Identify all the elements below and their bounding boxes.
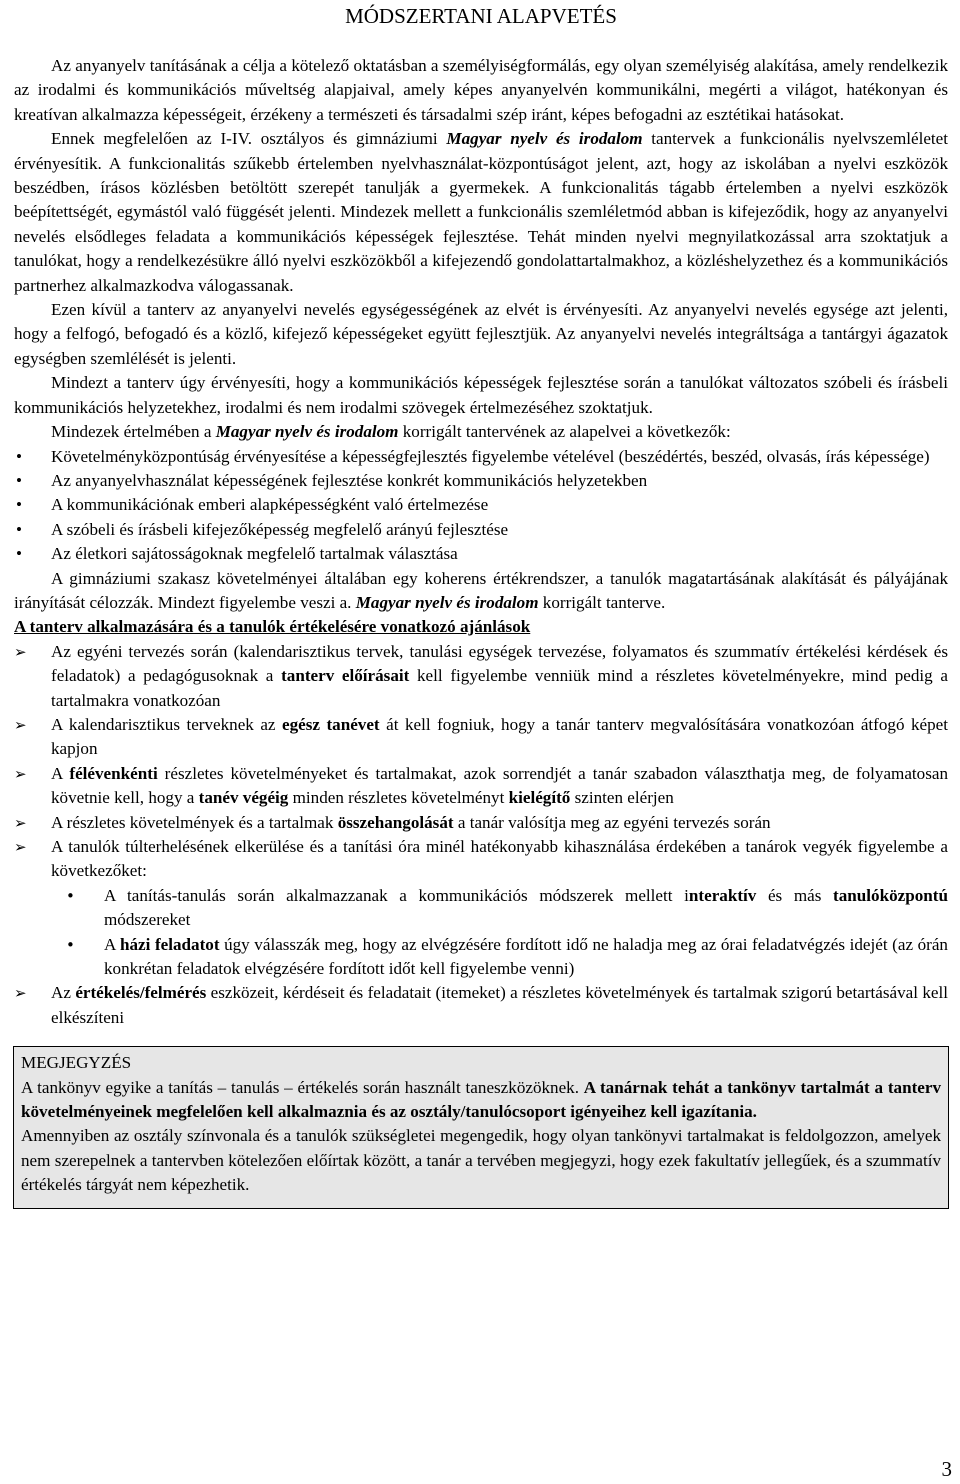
sub-list: [14, 884, 948, 982]
arrow-bullet-icon: ➢: [14, 642, 27, 661]
list-item: ➢ A kalendarisztikus terveknek az egész tanévet át kell fogniuk, hogy a tanár tanterv megvalósítására vonatkozóan átfogó képet kapjon: [14, 714, 948, 759]
arrow-bullet-icon: ➢: [14, 838, 27, 856]
arrow-bullet-icon: ➢: [14, 715, 27, 734]
list-item: ➢ A félévenkénti részletes követelményeket és tartalmakat, azok sorrendjét a tanár szabadon választhatja meg, de folyamatosan követnie kell, hogy a tanév végéig minden részletes követelményt kielégítő szinten elérjen: [14, 763, 948, 808]
subject-name: Magyar nyelv és irodalom: [355, 592, 539, 612]
bullet-icon: •: [16, 544, 22, 564]
bullet-icon: •: [16, 470, 22, 490]
list-item: • Az életkori sajátosságoknak megfelelő tartalmak választása: [14, 542, 948, 566]
list-item: ➢ A részletes követelmények és a tartalmak összehangolását a tanár valósítja meg az egyéni tervezés során: [14, 811, 948, 835]
list-item: • A tanítás-tanulás során alkalmazzanak a kommunikációs módszerek mellett interaktív és más tanulóközpontú módszereket: [66, 885, 948, 930]
principles-list: [14, 445, 948, 567]
functional-paragraph: Ennek megfelelően az I-IV. osztályos és gimnáziumi Magyar nyelv és irodalom tantervek a funkcionális nyelvszemléletet érvényesítik. A funkcionalitás szűkebb értelemben nyelvhasználat-központúságot jelent, azt, hogy az iskolában a nyelvi eszközök beszédben, írásos közlésben betöltött szerepét tanulják a gyermekek. A funkcionalitás tágabb értelemben a nyelvi eszközök beépítettségét, egymástól való függését jelenti. Mindezek mellett a funkcionális szemléletmód abban is kifejeződik, hogy az anyanyelvi nevelés elsődleges feladata a kommunikációs képességek fejlesztése. Tehát minden nyelvi megnyilatkozással arra szoktatjuk a tanulókat, hogy a rendelkezésükre álló nyelvi eszközökből a kifejezendő gondolattartalmakhoz, a közléshelyzethez és a kommunikációs partnerhez alkalmazkodva válogassanak.: [14, 129, 948, 295]
bullet-icon: •: [66, 886, 75, 905]
recommendations-list: [14, 640, 948, 1031]
list-item: • Követelményközpontúság érvényesítése a képességfejlesztés figyelembe vételével (beszédértés, beszéd, olvasás, írás képessége): [14, 445, 948, 469]
subject-name: Magyar nyelv és irodalom: [215, 422, 399, 442]
page-number: 3: [941, 1456, 952, 1481]
bullet-icon: •: [16, 519, 22, 539]
list-item: • A szóbeli és írásbeli kifejezőképesség megfelelő arányú fejlesztése: [14, 518, 948, 542]
recommendations-heading: A tanterv alkalmazására és a tanulók értékelésére vonatkozó ajánlások: [14, 617, 531, 637]
communication-paragraph: Mindezt a tanterv úgy érvényesíti, hogy a kommunikációs képességek fejlesztése során a tanulókat változatos szóbeli és írásbeli kommunikációs helyzetekhez, irodalmi és nem irodalmi szövegek értelmezéséhez szoktatjuk.: [14, 373, 948, 417]
arrow-bullet-icon: ➢: [14, 764, 27, 783]
list-item: • A kommunikációnak emberi alapképességként való értelmezése: [14, 493, 948, 517]
note-paragraph: Amennyiben az osztály színvonala és a tanulók szükségletei megengedik, hogy olyan tankönyvi tartalmakat is feldolgozzon, amelyek nem szerepelnek a tantervben kötelezően előírtak között, a tanár a tervében megjegyzi, hogy ezek fakultatív jellegűek, és a szummatív értékelés tárgyát nem képezhetik.: [21, 1126, 941, 1195]
unity-paragraph: Ezen kívül a tanterv az anyanyelvi nevelés egységességének az elvét is érvényesíti. Az anyanyelvi nevelés egysége azt jelenti, hogy a felfogó, befogadó és a közlő, kifejező képességeket együtt fejlesztjük. Az anyanyelvi nevelés integráltsága a tantárgyi ágazatok egységben szemlélését is jelenti.: [14, 300, 948, 368]
list-item: ➢ A tanulók túlterhelésének elkerülése és a tanítási óra minél hatékonyabb kihasználása érdekében a tanárok vegyék figyelembe a következőket: • A tanítás-tanulás során alkalmazzanak a kommunikációs módszerek mellett interaktív és más tanulóközpontú módszereket • A házi feladatot úgy válasszák meg, hogy az elvégzésére fordított idő ne haladja meg az órai feladatvégzés idejét (az órán konkrétan feladatok elvégzésére fordított időt kell figyelembe venni): [14, 835, 948, 981]
document-page: [14, 0, 948, 1209]
bullet-icon: •: [66, 935, 75, 954]
principles-intro: Mindezek értelmében a Magyar nyelv és irodalom korrigált tantervének az alapelvei a következők:: [51, 422, 731, 442]
subject-name: Magyar nyelv és irodalom: [446, 129, 643, 149]
note-box: [13, 1046, 949, 1208]
bullet-icon: •: [16, 495, 22, 515]
list-item: ➢ Az egyéni tervezés során (kalendarisztikus tervek, tanulási egységek tervezése, folyamatos és szummatív értékelési kérdések és feladatok) a pedagógusoknak a tanterv előírásait kell figyelembe venniük mind a részletes követelményekre, mind pedig a tartalmakra vonatkozóan: [14, 641, 948, 710]
note-title: MEGJEGYZÉS: [21, 1053, 132, 1073]
list-item: • Az anyanyelvhasználat képességének fejlesztése konkrét kommunikációs helyzetekben: [14, 469, 948, 493]
gymnasium-paragraph: A gimnáziumi szakasz követelményei általában egy koherens értékrendszer, a tanulók magatartásának alakítását és pályájának irányítását célozzák. Mindezt figyelembe veszi a. Magyar nyelv és irodalom korrigált tanterve.: [14, 568, 948, 612]
note-paragraph: A tankönyv egyike a tanítás – tanulás – értékelés során használt taneszközöknek. A tanárnak tehát a tankönyv tartalmát a tanterv követelményeinek megfelelően kell alkalmaznia és az osztály/tanulócsoport igényeihez kell igazítania.: [21, 1077, 941, 1122]
bullet-icon: •: [16, 446, 22, 466]
page-title: MÓDSZERTANI ALAPVETÉS: [345, 4, 617, 28]
intro-paragraph: Az anyanyelv tanításának a célja a kötelező oktatásban a személyiségformálás, egy olyan személyiség alakítása, amely rendelkezik az irodalmi és kommunikációs műveltség alapjaival, amely képes anyanyelvén kommunikálni, megérti a világot, hatékonyan és kreatívan alkalmazza képességeit, érzékeny a természeti és társadalmi szép iránt, képes befogadni az esztétikai hatásokat.: [14, 56, 948, 124]
list-item: • A házi feladatot úgy válasszák meg, hogy az elvégzésére fordított idő ne haladja meg az órai feladatvégzés idejét (az órán konkrétan feladatok elvégzésére fordított időt kell figyelembe venni): [66, 934, 948, 979]
list-item: ➢ Az értékelés/felmérés eszközeit, kérdéseit és feladatait (itemeket) a részletes követelmények és tartalmak szigorú betartásával kell elkészíteni: [14, 983, 948, 1027]
arrow-bullet-icon: ➢: [14, 984, 27, 1003]
arrow-bullet-icon: ➢: [14, 813, 27, 832]
